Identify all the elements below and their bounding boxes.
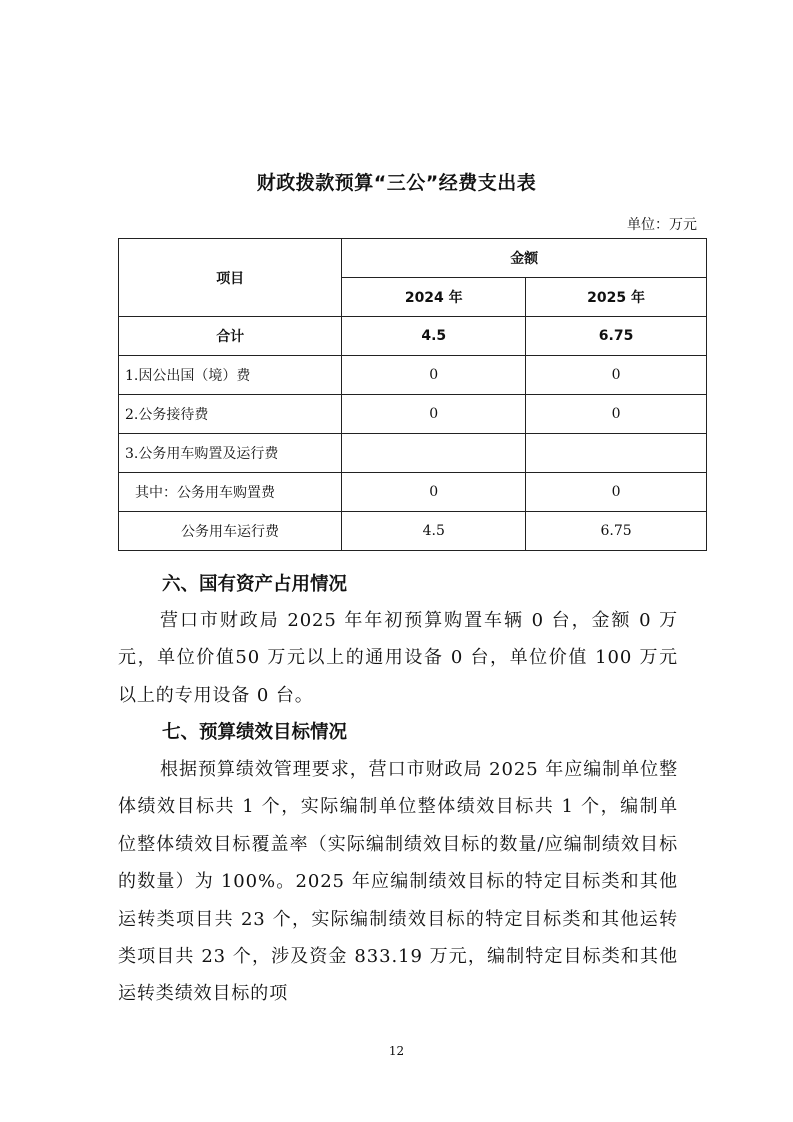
row-value-2025: 0 — [526, 473, 707, 512]
row-label: 合计 — [119, 317, 342, 356]
row-value-2024: 4.5 — [342, 512, 526, 551]
table-row-total — [119, 317, 707, 356]
row-value-2024: 0 — [342, 473, 526, 512]
table-row — [119, 356, 707, 395]
section-body-assets: 营口市财政局 2025 年年初预算购置车辆 0 台，金额 0 万元，单位价值50 万元以上的通用设备 0 台，单位价值 100 万元以上的专用设备 0 台。 — [118, 610, 678, 706]
table-row — [119, 473, 707, 512]
row-value-2025: 0 — [526, 395, 707, 434]
row-label: 公务用车运行费 — [119, 512, 342, 551]
row-value-2025: 6.75 — [526, 512, 707, 551]
header-amount: 金额 — [342, 239, 707, 278]
table-row — [119, 434, 707, 473]
table-row — [119, 395, 707, 434]
section-heading-assets: 六、国有资产占用情况 — [162, 574, 348, 595]
header-year-2025: 2025 年 — [526, 278, 707, 317]
table-title: 财政拨款预算“三公”经费支出表 — [256, 172, 537, 194]
row-label: 2.公务接待费 — [119, 395, 342, 434]
row-value-2024: 4.5 — [342, 317, 526, 356]
row-value-2024: 0 — [342, 395, 526, 434]
row-value-2025: 0 — [526, 356, 707, 395]
row-label: 其中：公务用车购置费 — [119, 473, 342, 512]
table-row — [119, 512, 707, 551]
row-label: 3.公务用车购置及运行费 — [119, 434, 342, 473]
row-value-2024: 0 — [342, 356, 526, 395]
row-value-2025: 6.75 — [526, 317, 707, 356]
row-value-2024 — [342, 434, 526, 473]
unit-label: 单位：万元 — [627, 217, 697, 233]
header-item: 项目 — [119, 239, 342, 317]
section-body-performance: 根据预算绩效管理要求，营口市财政局 2025 年应编制单位整体绩效目标共 1 个，实际编制单位整体绩效目标共 1 个，编制单位整体绩效目标覆盖率（实际编制绩效目标的数量/应编制绩效目标的数量）为 100%。2025 年应编制绩效目标的特定目标类和其他运转类项目共 23 个，实际编制绩效目标的特定目标类和其他运转类项目共 23 个，涉及资金 833.19 万元，编制特定目标类和其他运转类绩效目标的项 — [118, 759, 678, 1005]
section-heading-performance: 七、预算绩效目标情况 — [162, 722, 348, 743]
page-number: 12 — [388, 1044, 405, 1058]
header-year-2024: 2024 年 — [342, 278, 526, 317]
three-public-expenses-table — [118, 238, 707, 551]
row-label: 1.因公出国（境）费 — [119, 356, 342, 395]
row-value-2025 — [526, 434, 707, 473]
